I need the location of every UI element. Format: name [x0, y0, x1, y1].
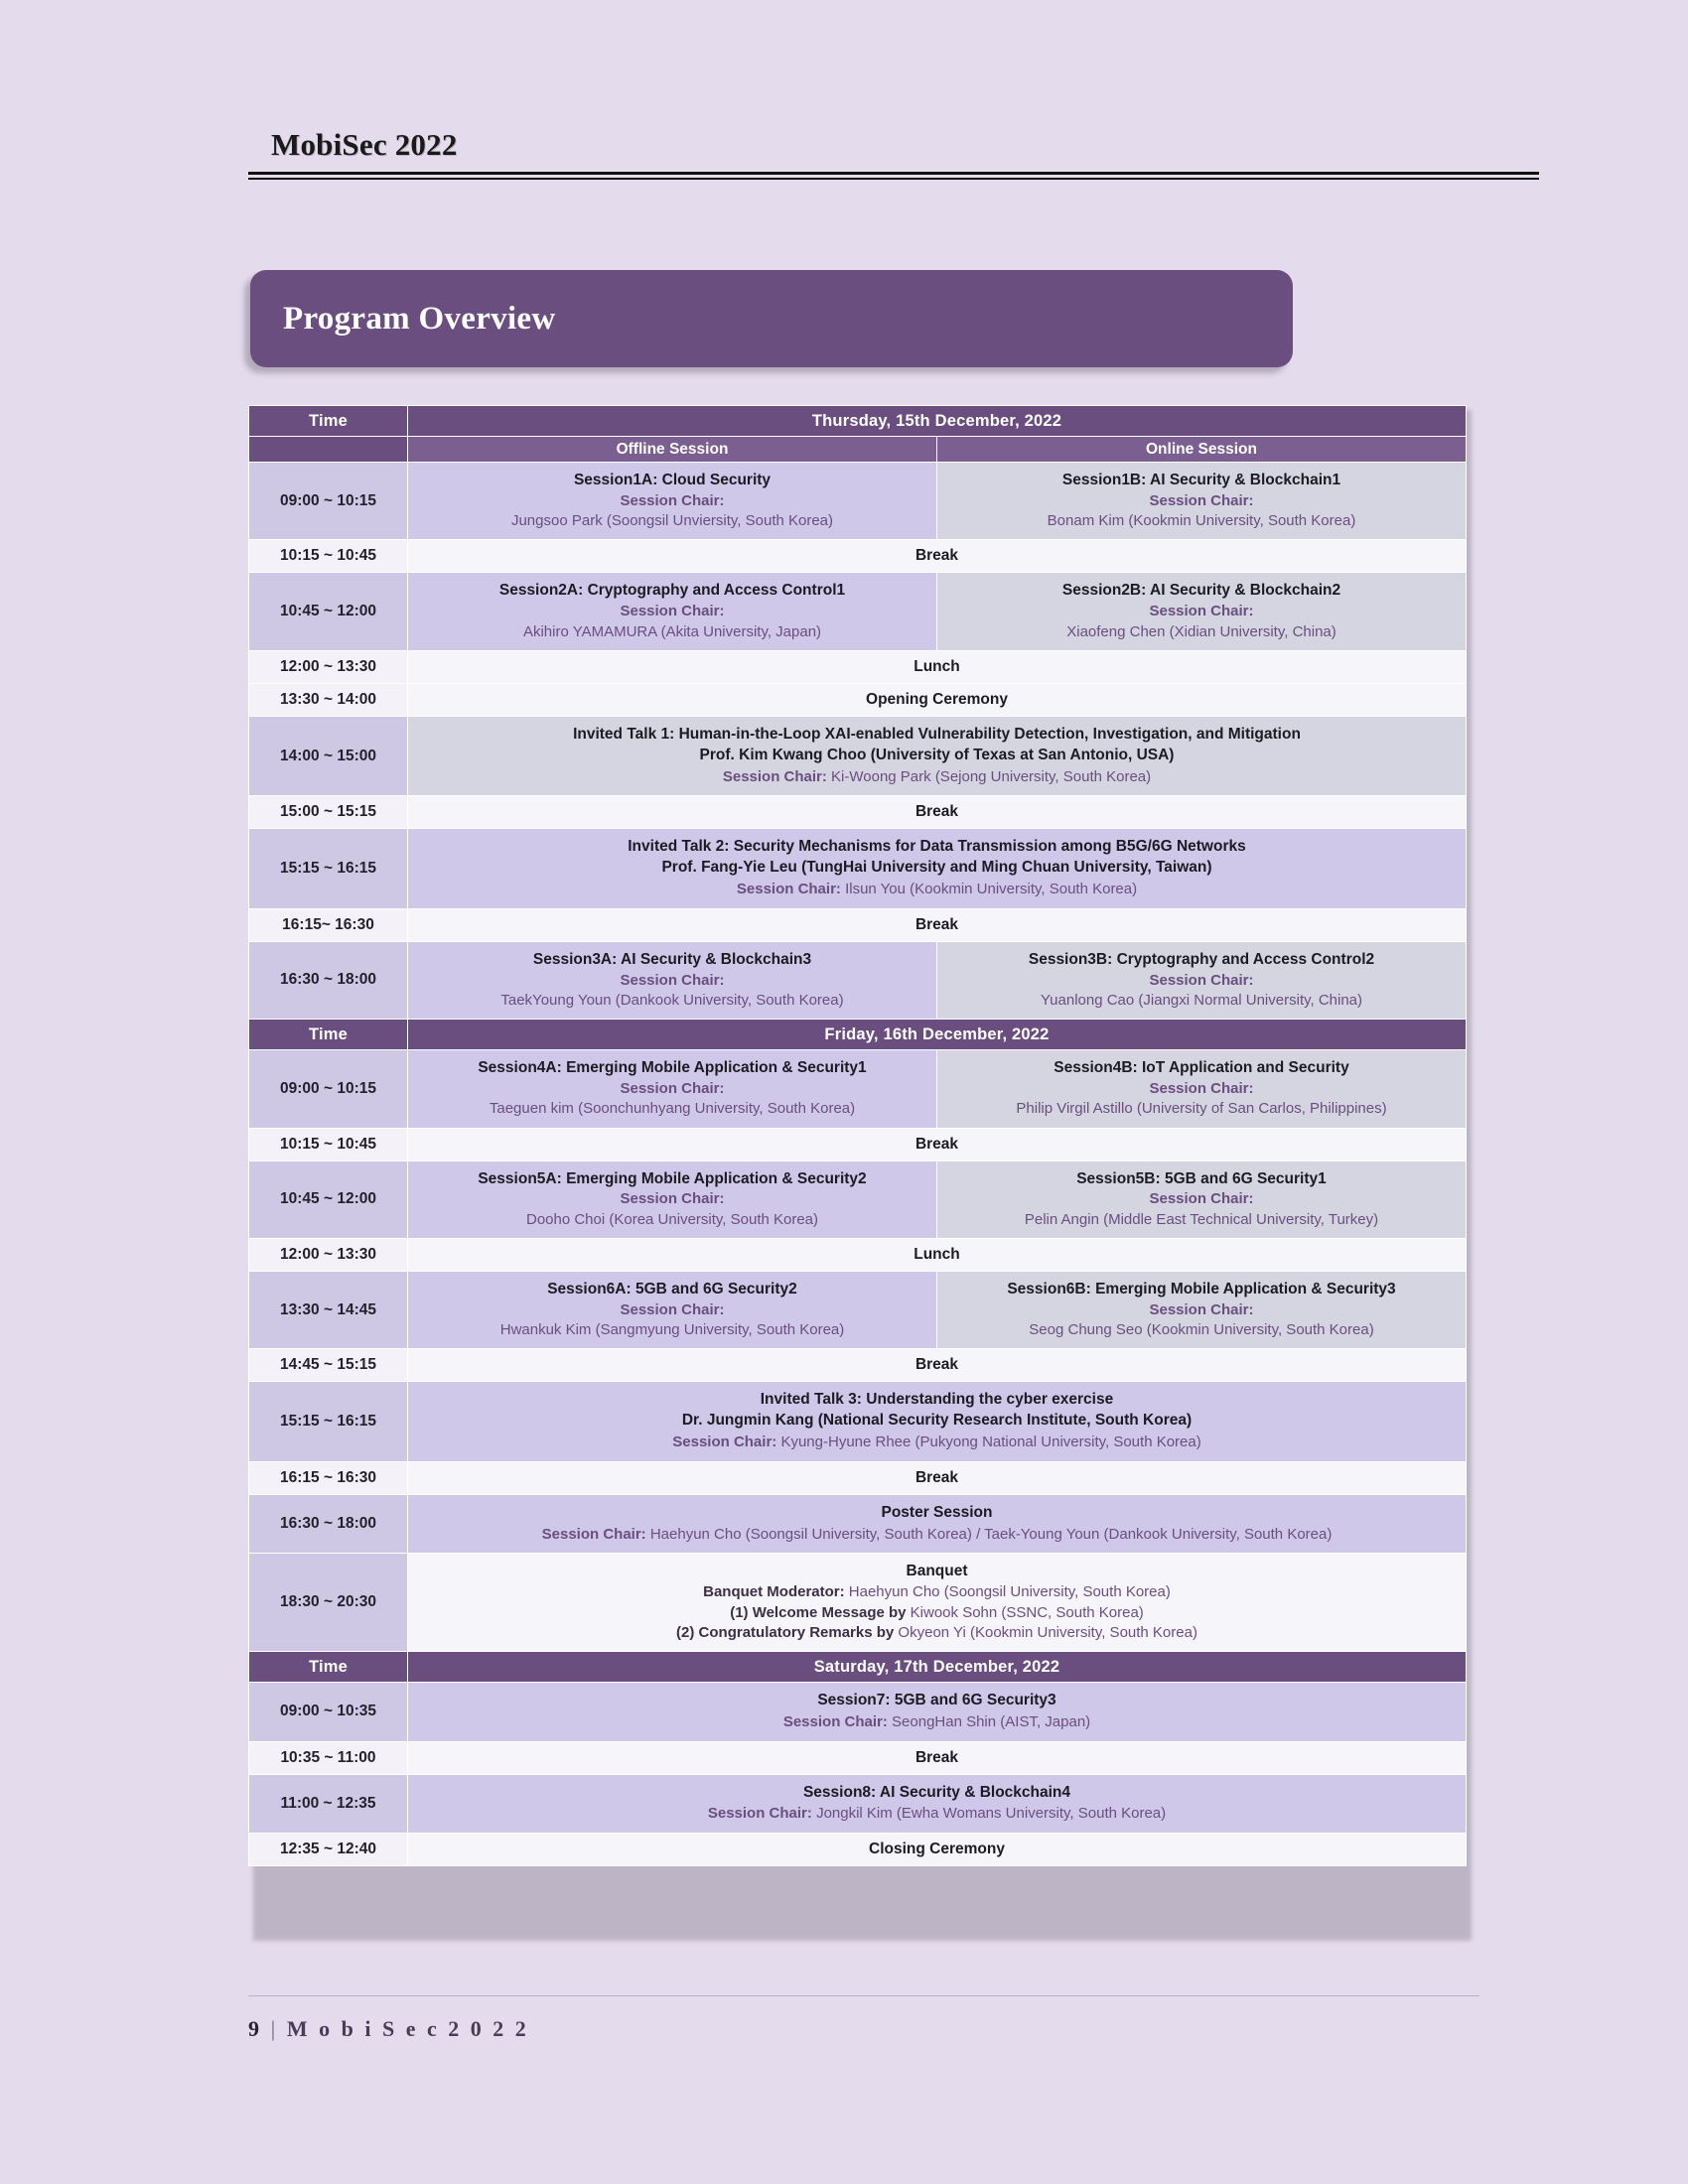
footer-divider [248, 1995, 1479, 1996]
session-block [408, 942, 936, 1019]
time-slot-cell: 11:00 ~ 12:35 [249, 1774, 408, 1834]
session-cell-online [937, 1160, 1467, 1238]
session-cell-online [937, 1271, 1467, 1348]
session-title: Session5A: Emerging Mobile Application & Security2 [478, 1169, 867, 1187]
session-cell-offline [408, 1050, 937, 1128]
time-slot-cell: 16:30 ~ 18:00 [249, 941, 408, 1019]
break-label: Break [914, 1135, 959, 1153]
session-chair-name: Kyung-Hyune Rhee (Pukyong National University, South Korea) [780, 1433, 1201, 1451]
time-slot-cell: 14:45 ~ 15:15 [249, 1349, 408, 1382]
table-row [249, 1834, 1467, 1866]
time-slot-cell: 14:00 ~ 15:00 [249, 716, 408, 795]
session-chair-label: Session Chair: [620, 1080, 725, 1098]
break-cell [408, 650, 1467, 683]
table-row [249, 463, 1467, 540]
invited-talk-speaker: Prof. Kim Kwang Choo (University of Texas at San Antonio, USA) [699, 746, 1175, 763]
break-cell [408, 796, 1467, 829]
table-row [249, 1683, 1467, 1742]
session-block [937, 942, 1466, 1019]
banquet-detail-value: Kiwook Sohn (SSNC, South Korea) [906, 1603, 1144, 1621]
session-cell-offline [408, 1160, 937, 1238]
session-chair-label: Session Chair: [707, 1805, 817, 1823]
time-slot-cell: 16:15 ~ 16:30 [249, 1461, 408, 1494]
day-label: Saturday, 17th December, 2022 [408, 1652, 1467, 1683]
session-cell-offline [408, 1271, 937, 1348]
table-row [249, 1741, 1467, 1774]
session-chair-name: Dooho Choi (Korea University, South Korea) [525, 1210, 819, 1228]
time-slot-cell: 18:30 ~ 20:30 [249, 1554, 408, 1652]
banquet-detail-line [418, 1623, 1456, 1643]
session-chair-label: Session Chair: [1149, 1080, 1254, 1098]
session-chair-label: Session Chair: [620, 1300, 725, 1318]
page-title: MobiSec 2022 [271, 127, 458, 162]
table-row [249, 941, 1467, 1019]
banquet-detail-line [418, 1582, 1456, 1602]
invited-talk-chair [418, 766, 1456, 788]
session-block [408, 1495, 1466, 1554]
break-label: Opening Ceremony [866, 690, 1008, 708]
session-chair-label: Session Chair: [782, 1712, 893, 1730]
session-title: Session5B: 5GB and 6G Security1 [1076, 1169, 1327, 1187]
invited-talk-chair [418, 879, 1456, 900]
session-block [408, 463, 936, 539]
footer-label [248, 2016, 1479, 2042]
break-label: Break [914, 547, 959, 565]
offline-session-header: Offline Session [408, 437, 937, 463]
session-title: Session1B: AI Security & Blockchain1 [1061, 472, 1341, 488]
session-cell-online [937, 1050, 1467, 1128]
banquet-cell [408, 1554, 1467, 1652]
break-cell [408, 683, 1467, 716]
time-column-header: Time [249, 1020, 408, 1050]
invited-talk-block [408, 717, 1466, 795]
session-block [408, 573, 936, 649]
session-block [408, 1775, 1466, 1834]
footer-conference-name: M o b i S e c 2 0 2 2 [286, 2016, 529, 2041]
invited-talk-block [408, 1382, 1466, 1460]
session-block [937, 463, 1466, 539]
day-header-row [249, 406, 1467, 437]
session-chair-name: Taeguen kim (Soonchunhyang University, South Korea) [489, 1100, 856, 1118]
page-number: 9 [248, 2016, 262, 2041]
time-slot-cell: 15:15 ~ 16:15 [249, 829, 408, 908]
invited-talk-chair [418, 1432, 1456, 1453]
invited-talk-title: Invited Talk 3: Understanding the cyber exercise [760, 1391, 1114, 1409]
table-row [249, 716, 1467, 795]
table-row [249, 796, 1467, 829]
session-chair-label: Session Chair: [620, 603, 725, 620]
table-row [249, 1271, 1467, 1348]
break-label: Lunch [914, 1245, 960, 1263]
banquet-block [408, 1554, 1466, 1651]
section-banner [244, 270, 1297, 373]
day-label: Thursday, 15th December, 2022 [408, 406, 1467, 437]
time-slot-cell: 15:00 ~ 15:15 [249, 796, 408, 829]
session-cell-online [937, 941, 1467, 1019]
session-chair-name: Philip Virgil Astillo (University of San Carlos, Philippines) [1016, 1100, 1387, 1118]
banquet-detail-line [418, 1603, 1456, 1623]
table-row [249, 650, 1467, 683]
banquet-detail-value: Haehyun Cho (Soongsil University, South Korea) [844, 1583, 1171, 1601]
session-title: Poster Session [881, 1503, 993, 1521]
break-cell [408, 908, 1467, 941]
session-title: Session2A: Cryptography and Access Control1 [498, 582, 846, 600]
session-mode-header-row [249, 437, 1467, 463]
session-chair-name: Bonam Kim (Kookmin University, South Korea) [1047, 512, 1356, 530]
session-chair-name: Yuanlong Cao (Jiangxi Normal University, China) [1040, 991, 1363, 1009]
table-row [249, 1349, 1467, 1382]
table-row [249, 1774, 1467, 1834]
table-row [249, 1554, 1467, 1652]
session-block [408, 1683, 1466, 1741]
session-cell-offline [408, 463, 937, 540]
session-cell-online [937, 463, 1467, 540]
banquet-detail-label: (2) Congratulatory Remarks by [676, 1623, 895, 1641]
session-chair [418, 1803, 1456, 1825]
blank-cell [249, 437, 408, 463]
table-row [249, 1238, 1467, 1271]
session-chair [418, 1711, 1456, 1733]
session-title: Session1A: Cloud Security [573, 472, 772, 488]
session-chair-name: Haehyun Cho (Soongsil University, South Korea) / Taek-Young Youn (Dankook University, South Korea) [649, 1525, 1333, 1543]
session-chair-name: Ki-Woong Park (Sejong University, South Korea) [831, 767, 1152, 785]
table-row [249, 683, 1467, 716]
time-slot-cell: 09:00 ~ 10:35 [249, 1683, 408, 1742]
table-row [249, 1461, 1467, 1494]
time-slot-cell: 10:45 ~ 12:00 [249, 573, 408, 650]
time-slot-cell: 12:35 ~ 12:40 [249, 1834, 408, 1866]
session-title: Session3B: Cryptography and Access Control2 [1028, 950, 1375, 968]
table-row [249, 1494, 1467, 1554]
table-row [249, 1160, 1467, 1238]
session-title: Session2B: AI Security & Blockchain2 [1061, 582, 1341, 600]
break-label: Break [914, 915, 959, 933]
session-chair-name: Jongkil Kim (Ewha Womans University, South Korea) [816, 1805, 1167, 1823]
session-title: Session6B: Emerging Mobile Application & Security3 [1007, 1280, 1396, 1297]
session-title: Session8: AI Security & Blockchain4 [802, 1783, 1071, 1801]
time-slot-cell: 10:15 ~ 10:45 [249, 540, 408, 573]
session-block [937, 1161, 1466, 1238]
banner-box [250, 270, 1293, 367]
table-row [249, 1382, 1467, 1461]
session-chair-name: Akihiro YAMAMURA (Akita University, Japan) [522, 622, 822, 640]
table-row [249, 829, 1467, 908]
session-chair-label: Session Chair: [620, 971, 725, 989]
table-row [249, 1128, 1467, 1160]
online-session-header: Online Session [937, 437, 1467, 463]
header-divider [248, 172, 1539, 180]
session-chair-label: Session Chair: [1149, 1300, 1254, 1318]
time-slot-cell: 10:15 ~ 10:45 [249, 1128, 408, 1160]
day-header-row [249, 1020, 1467, 1050]
session-chair-label: Session Chair: [541, 1525, 650, 1543]
table-row [249, 573, 1467, 650]
table-row [249, 1050, 1467, 1128]
session-chair-name: Seog Chung Seo (Kookmin University, South Korea) [1029, 1321, 1374, 1339]
session-title: Session4B: IoT Application and Security [1054, 1059, 1349, 1077]
session-chair [418, 1524, 1456, 1546]
break-cell [408, 1461, 1467, 1494]
session-chair-label: Session Chair: [1149, 971, 1254, 989]
time-column-header: Time [249, 1652, 408, 1683]
time-slot-cell: 12:00 ~ 13:30 [249, 1238, 408, 1271]
session-block [937, 1050, 1466, 1127]
time-slot-cell: 12:00 ~ 13:30 [249, 650, 408, 683]
break-label: Lunch [914, 657, 960, 675]
session-chair-label: Session Chair: [672, 1433, 781, 1451]
banquet-detail-value: Okyeon Yi (Kookmin University, South Korea) [894, 1623, 1197, 1641]
invited-talk-block [408, 829, 1466, 907]
invited-talk-speaker: Dr. Jungmin Kang (National Security Research Institute, South Korea) [681, 1412, 1193, 1430]
session-chair-label: Session Chair: [1149, 491, 1254, 509]
time-slot-cell: 13:30 ~ 14:45 [249, 1271, 408, 1348]
table-row [249, 908, 1467, 941]
session-title: Session3A: AI Security & Blockchain3 [532, 950, 812, 968]
document-header [248, 127, 1539, 180]
session-chair-label: Session Chair: [722, 767, 832, 785]
break-cell [408, 1834, 1467, 1866]
break-cell [408, 1741, 1467, 1774]
session-chair-label: Session Chair: [620, 491, 725, 509]
banquet-detail-label: (1) Welcome Message by [730, 1603, 907, 1621]
session-cell-full [408, 1683, 1467, 1742]
table-row [249, 540, 1467, 573]
invited-talk-speaker: Prof. Fang-Yie Leu (TungHai University and Ming Chuan University, Taiwan) [661, 859, 1212, 877]
session-cell-full [408, 1774, 1467, 1834]
document-footer [248, 1995, 1479, 2042]
break-cell [408, 1349, 1467, 1382]
session-chair-label: Session Chair: [1149, 603, 1254, 620]
session-block [408, 1050, 936, 1127]
banquet-detail-label: Banquet Moderator: [703, 1583, 845, 1601]
session-chair-name: Jungsoo Park (Soongsil Unviersity, South Korea) [510, 512, 834, 530]
program-table-wrap [248, 405, 1467, 1866]
time-slot-cell: 15:15 ~ 16:15 [249, 1382, 408, 1461]
time-slot-cell: 10:45 ~ 12:00 [249, 1160, 408, 1238]
session-chair-label: Session Chair: [736, 881, 846, 898]
session-chair-name: TaekYoung Youn (Dankook University, South Korea) [500, 991, 844, 1009]
session-chair-name: Hwankuk Kim (Sangmyung University, South Korea) [499, 1321, 845, 1339]
session-block [937, 573, 1466, 649]
session-block [408, 1161, 936, 1238]
break-label: Break [914, 803, 959, 821]
break-cell [408, 1128, 1467, 1160]
session-chair-name: SeongHan Shin (AIST, Japan) [892, 1712, 1091, 1730]
time-column-header: Time [249, 406, 408, 437]
day-header-row [249, 1652, 1467, 1683]
invited-talk-title: Invited Talk 1: Human-in-the-Loop XAI-enabled Vulnerability Detection, Investigation, and Mitigation [573, 725, 1301, 743]
break-cell [408, 540, 1467, 573]
session-chair-name: Xiaofeng Chen (Xidian University, China) [1066, 622, 1336, 640]
time-slot-cell: 16:15~ 16:30 [249, 908, 408, 941]
break-label: Break [914, 1356, 959, 1374]
session-title: Session7: 5GB and 6G Security3 [817, 1692, 1056, 1709]
banner-title: Program Overview [283, 300, 556, 337]
footer-separator: | [270, 2016, 279, 2041]
time-slot-cell: 09:00 ~ 10:15 [249, 1050, 408, 1128]
session-title: Session4A: Emerging Mobile Application & Security1 [478, 1059, 867, 1077]
invited-talk-cell [408, 829, 1467, 908]
session-block [408, 1272, 936, 1348]
session-cell-full [408, 1494, 1467, 1554]
session-chair-name: Ilsun You (Kookmin University, South Korea) [845, 881, 1138, 898]
banquet-title: Banquet [906, 1563, 968, 1580]
session-cell-offline [408, 573, 937, 650]
session-block [937, 1272, 1466, 1348]
invited-talk-cell [408, 1382, 1467, 1461]
session-cell-online [937, 573, 1467, 650]
time-slot-cell: 16:30 ~ 18:00 [249, 1494, 408, 1554]
invited-talk-title: Invited Talk 2: Security Mechanisms for Data Transmission among B5G/6G Networks [628, 838, 1246, 856]
program-table [248, 405, 1467, 1866]
session-title: Session6A: 5GB and 6G Security2 [547, 1280, 797, 1297]
break-label: Break [914, 1748, 959, 1766]
time-slot-cell: 09:00 ~ 10:15 [249, 463, 408, 540]
break-cell [408, 1238, 1467, 1271]
time-slot-cell: 13:30 ~ 14:00 [249, 683, 408, 716]
day-label: Friday, 16th December, 2022 [408, 1020, 1467, 1050]
break-label: Closing Ceremony [869, 1841, 1005, 1858]
session-chair-label: Session Chair: [1149, 1190, 1254, 1208]
invited-talk-cell [408, 716, 1467, 795]
time-slot-cell: 10:35 ~ 11:00 [249, 1741, 408, 1774]
session-chair-label: Session Chair: [620, 1190, 725, 1208]
break-label: Break [914, 1468, 959, 1486]
session-chair-name: Pelin Angin (Middle East Technical University, Turkey) [1024, 1210, 1379, 1228]
session-cell-offline [408, 941, 937, 1019]
